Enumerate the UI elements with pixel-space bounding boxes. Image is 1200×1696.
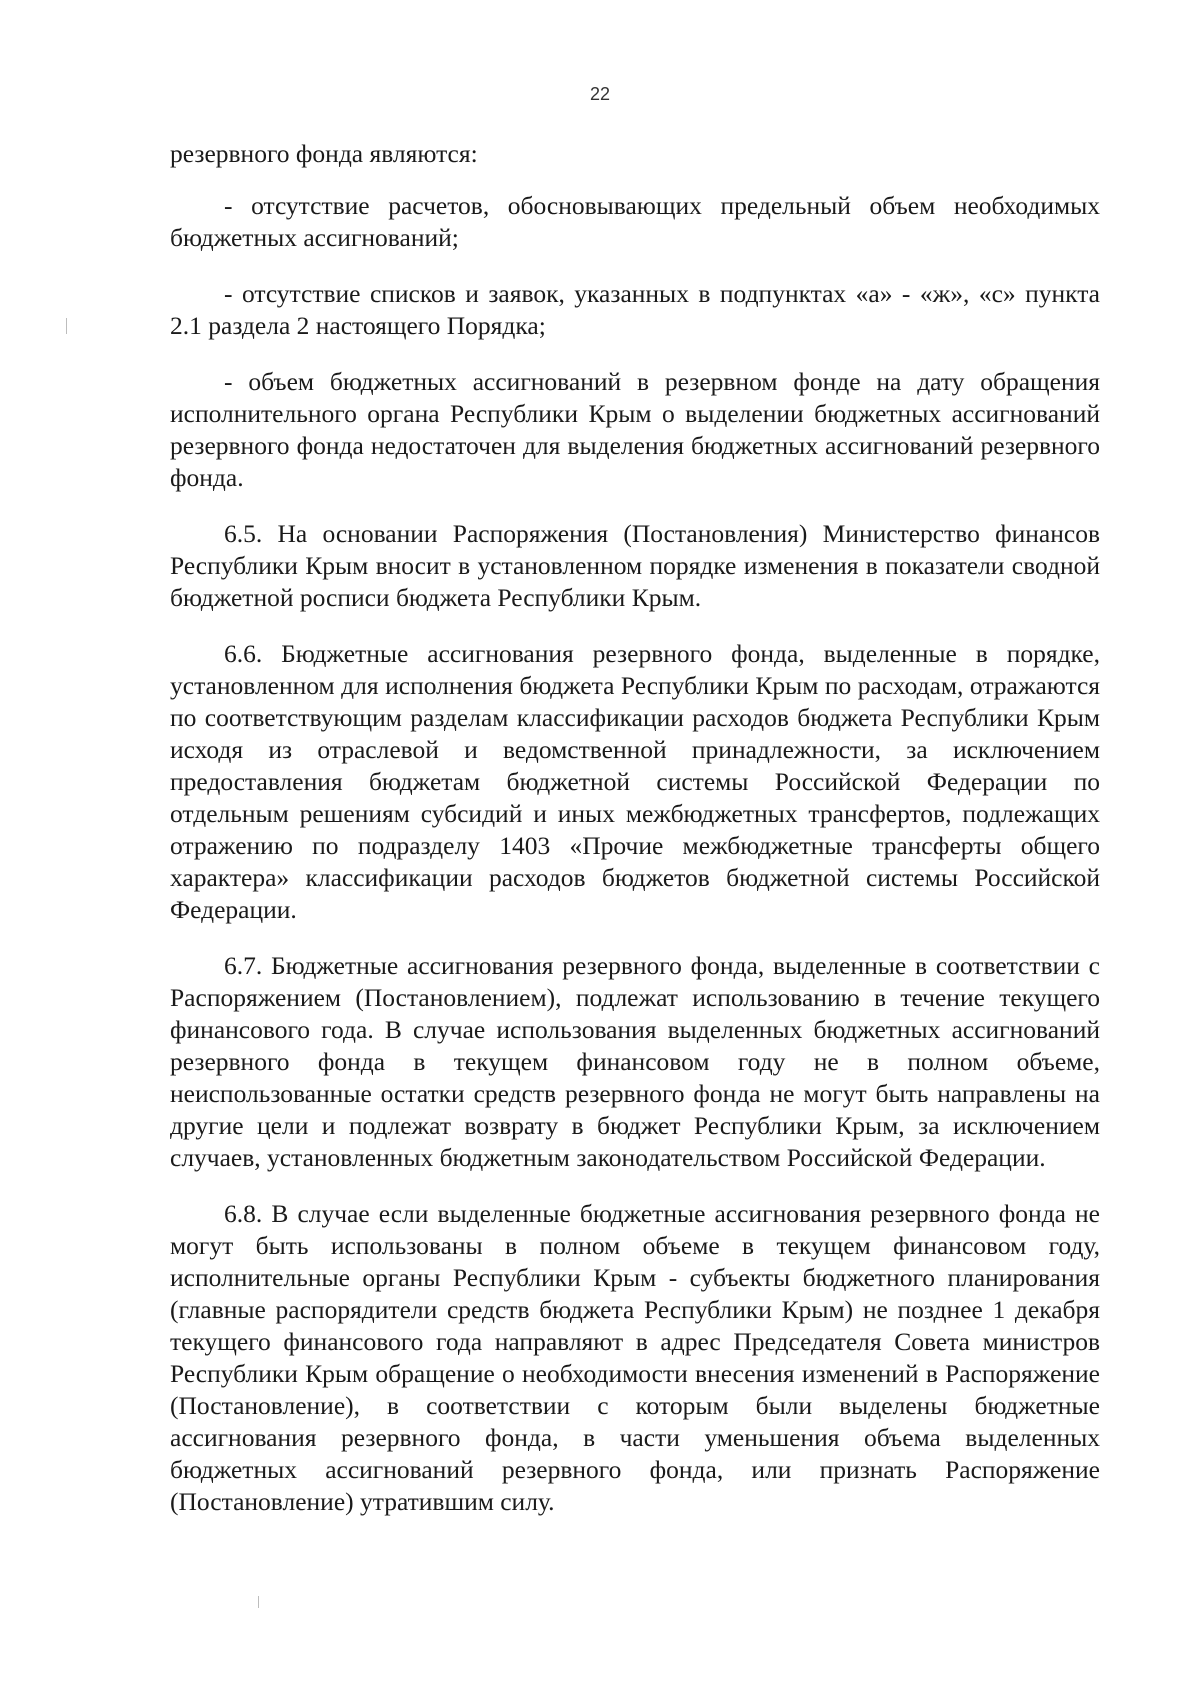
paragraph-6-7: 6.7. Бюджетные ассигнования резервного фонда, выделенные в соответствии с Распоряжением (Постановлением), подлежат использованию в течение текущего финансового года. В случае использования выделенных бюджетных ассигнований резервного фонда в текущем финансовом году не в полном объеме, неиспользованные остатки средств резервного фонда не могут быть направлены на другие цели и подлежат возврату в бюджет Республики Крым, за исключением случаев, установленных бюджетным законодательством Российской Федерации. xyxy=(170,951,1100,1172)
paragraph-item-calculations: - отсутствие расчетов, обосновывающих предельный объем необходимых бюджетных ассигнований; xyxy=(170,191,1100,252)
paragraph-6-5: 6.5. На основании Распоряжения (Постановления) Министерство финансов Республики Крым вносит в установленном порядке изменения в показатели сводной бюджетной росписи бюджета Республики Крым. xyxy=(170,519,1100,612)
scan-artifact-mark xyxy=(258,1596,259,1608)
document-body xyxy=(170,138,1100,1542)
paragraph-intro: резервного фонда являются: xyxy=(170,139,478,168)
page-number: 22 xyxy=(589,84,611,104)
paragraph-item-lists: - отсутствие списков и заявок, указанных в подпунктах «а» - «ж», «с» пункта 2.1 раздела 2 настоящего Порядка; xyxy=(170,279,1100,340)
scan-artifact-mark xyxy=(66,318,67,334)
paragraph-6-8: 6.8. В случае если выделенные бюджетные ассигнования резервного фонда не могут быть использованы в полном объеме в текущем финансовом году, исполнительные органы Республики Крым - субъекты бюджетного планирования (главные распорядители средств бюджета Республики Крым) не позднее 1 декабря текущего финансового года направляют в адрес Председателя Совета министров Республики Крым обращение о необходимости внесения изменений в Распоряжение (Постановление), в соответствии с которым были выделены бюджетные ассигнования резервного фонда, в части уменьшения объема выделенных бюджетных ассигнований резервного фонда, или признать Распоряжение (Постановление) утратившим силу. xyxy=(170,1199,1100,1516)
paragraph-item-volume: - объем бюджетных ассигнований в резервном фонде на дату обращения исполнительного органа Республики Крым о выделении бюджетных ассигнований резервного фонда недостаточен для выделения бюджетных ассигнований резервного фонда. xyxy=(170,367,1100,492)
paragraph-6-6: 6.6. Бюджетные ассигнования резервного фонда, выделенные в порядке, установленном для исполнения бюджета Республики Крым по расходам, отражаются по соответствующим разделам классификации расходов бюджета Республики Крым исходя из отраслевой и ведомственной принадлежности, за исключением предоставления бюджетам бюджетной системы Российской Федерации по отдельным решениям субсидий и иных межбюджетных трансфертов, подлежащих отражению по подразделу 1403 «Прочие межбюджетные трансферты общего характера» классификации расходов бюджетов бюджетной системы Российской Федерации. xyxy=(170,639,1100,924)
